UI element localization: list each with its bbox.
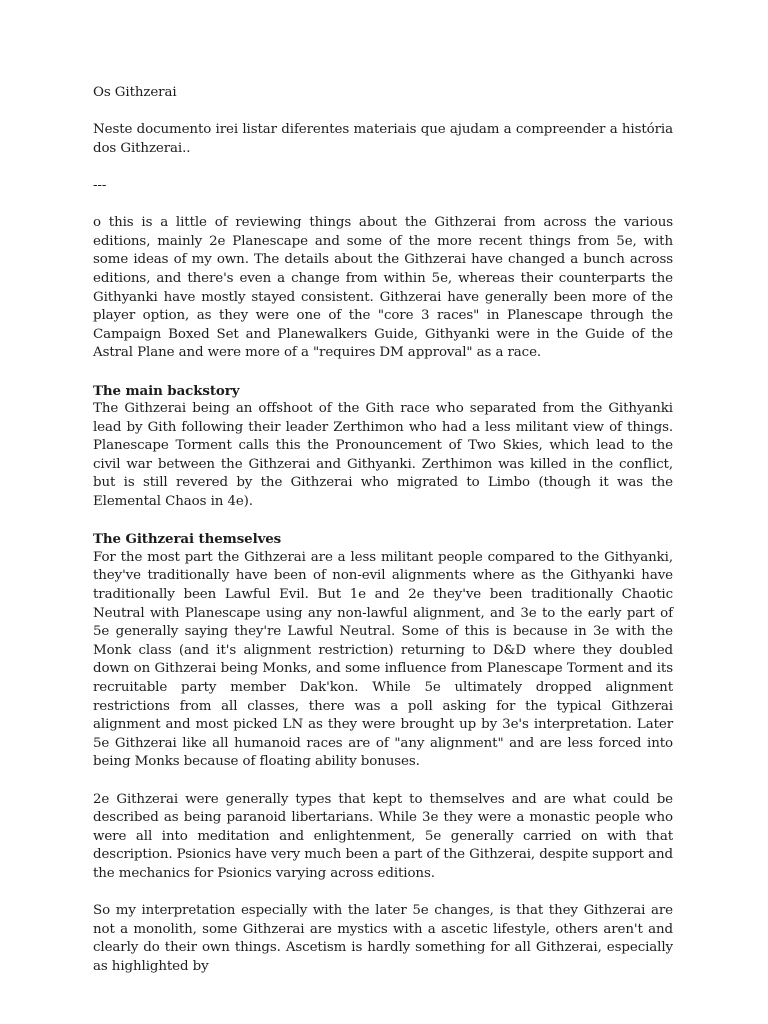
section-main-backstory: [93, 382, 673, 512]
section-paragraph: For the most part the Githzerai are a less militant people compared to the Githyanki, they've traditionally have been of non-evil alignments where as the Githyanki have traditionally been Lawful Evil. But 1e and 2e they've been traditionally Chaotic Neutral with Planescape using any non-lawful alignment, and 3e to the early part of 5e generally saying they're Lawful Neutral. Some of this is because in 3e with the Monk class (and it's alignment restriction) returning to D&D where they doubled down on Githzerai being Monks, and some influence from Planescape Torment and its recruitable party member Dak'kon. While 5e ultimately dropped alignment restrictions from all classes, there was a poll asking for the typical Githzerai alignment and most picked LN as they were brought up by 3e's interpretation. Later 5e Githzerai like all humanoid races are of "any alignment" and are less forced into being Monks because of floating ability bonuses.: [93, 549, 673, 770]
section-heading: The main backstory: [93, 382, 240, 399]
section-paragraph: So my interpretation especially with the later 5e changes, is that they Githzerai are not a monolith, some Githzerai are mystics with a ascetic lifestyle, others aren't and clearly do their own things. Ascetism is hardly something for all Githzerai, especially as highlighted by: [93, 903, 673, 974]
opening-paragraph: o this is a little of reviewing things about the Githzerai from across the various editions, mainly 2e Planescape and some of the more recent things from 5e, with some ideas of my own. The details about the Githzerai have changed a bunch across editions, and there's even a change from within 5e, whereas their counterparts the Githyanki have mostly stayed consistent. Githzerai have generally been more of the player option, as they were one of the "core 3 races" in Planescape through the Campaign Boxed Set and Planewalkers Guide, Githyanki were in the Guide of the Astral Plane and were more of a "requires DM approval" as a race.: [93, 215, 673, 361]
section-heading: The Githzerai themselves: [93, 531, 282, 548]
section-paragraph: The Githzerai being an offshoot of the Gith race who separated from the Githyanki lead by Gith following their leader Zerthimon who had a less militant view of things. Planescape Torment calls this the Pronouncement of Two Skies, which lead to the civil war between the Githzerai and Githyanki. Zerthimon was killed in the conflict, but is still revered by the Githzerai who migrated to Limbo (though it was the Elemental Chaos in 4e).: [93, 401, 673, 510]
intro-paragraph: Neste documento irei listar diferentes materiais que ajudam a compreender a história dos Githzerai..: [93, 122, 673, 156]
document-title: Os Githzerai: [93, 85, 177, 100]
document-page: [93, 84, 673, 995]
section-paragraph: 2e Githzerai were generally types that kept to themselves and are what could be described as being paranoid libertarians. While 3e they were a monastic people who were all into meditation and enlightenment, 5e generally carried on with that description. Psionics have very much been a part of the Githzerai, despite support and the mechanics for Psionics varying across editions.: [93, 791, 674, 881]
separator-line: ---: [93, 177, 107, 193]
section-githzerai-themselves: [93, 530, 673, 976]
